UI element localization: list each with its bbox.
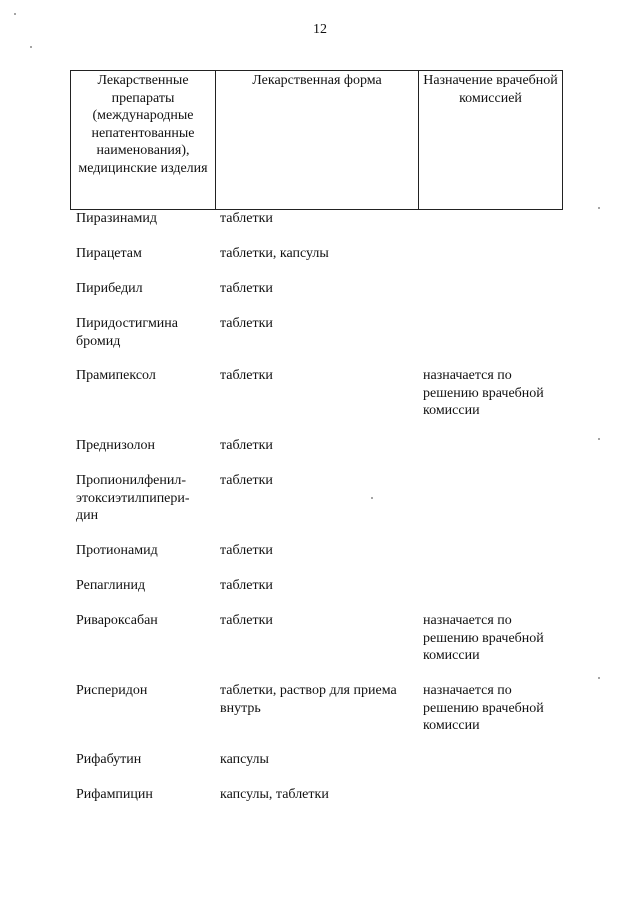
drug-form: таблетки <box>220 438 273 453</box>
drug-name: Ривароксабан <box>76 613 158 628</box>
header-col-form: Лекарственная форма <box>216 71 419 209</box>
page-number: 12 <box>313 22 327 37</box>
drug-form: таблетки, капсулы <box>220 246 329 261</box>
drug-name: Прамипексол <box>76 368 156 383</box>
drug-name: Пирибедил <box>76 281 143 296</box>
scan-speck <box>598 677 600 679</box>
commission-note: назначается по решению врачебной комиссии <box>423 613 544 663</box>
drug-name: Пирацетам <box>76 246 142 261</box>
drug-form: таблетки <box>220 613 273 628</box>
drug-form: капсулы, таблетки <box>220 787 329 802</box>
drug-form: таблетки <box>220 316 273 331</box>
drug-form: таблетки <box>220 578 273 593</box>
header-col-commission: Назначение врачебной комиссией <box>423 73 558 106</box>
drug-name: Протионамид <box>76 543 158 558</box>
drug-name: Репаглинид <box>76 578 146 593</box>
scan-speck <box>371 497 373 499</box>
drug-form: таблетки <box>220 543 273 558</box>
drug-name: Рисперидон <box>76 683 148 698</box>
drug-form: таблетки <box>220 211 273 226</box>
scan-speck <box>14 13 16 15</box>
drug-form: таблетки <box>220 368 273 383</box>
drug-form: таблетки <box>220 281 273 296</box>
scan-speck <box>598 207 600 209</box>
drug-name: Пиридостигмина бромид <box>76 316 179 349</box>
drug-name: Рифабутин <box>76 752 142 767</box>
drug-name: Преднизолон <box>76 438 155 453</box>
drug-name: Рифампицин <box>76 787 153 802</box>
drug-form: таблетки <box>220 473 273 488</box>
table-header <box>70 70 563 210</box>
drug-name: Пиразинамид <box>76 211 158 226</box>
scan-speck <box>30 46 32 48</box>
commission-note: назначается по решению врачебной комиссии <box>423 683 544 733</box>
drug-form: таблетки, раствор для приема внутрь <box>220 683 397 716</box>
drug-name: Пропионилфенил- этоксиэтилпипери- дин <box>76 473 190 523</box>
commission-note: назначается по решению врачебной комиссии <box>423 368 544 418</box>
drug-form: капсулы <box>220 752 269 767</box>
scan-speck <box>598 438 600 440</box>
header-col-drugs: Лекарственные препараты (международные непатентованные наименования), медицинские изделия <box>71 71 216 209</box>
